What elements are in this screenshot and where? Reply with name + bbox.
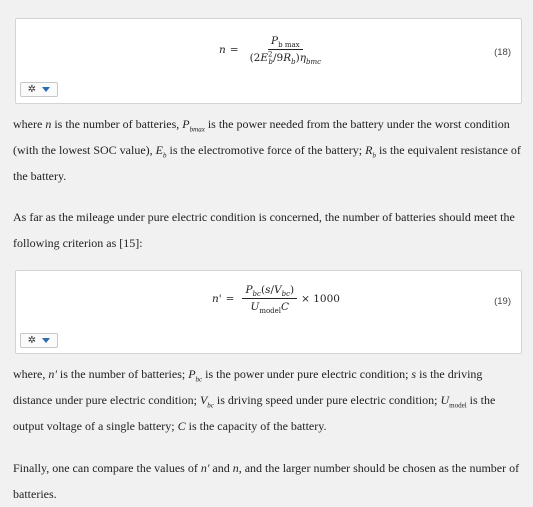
eq19-equals: = [225, 292, 235, 305]
p3-var-p: P [188, 367, 196, 381]
eq18-den-e: E [260, 52, 269, 64]
eq19-num-v-sub: bc [281, 290, 290, 299]
eq19-den-u-sub: model [259, 307, 282, 316]
eq18-den-post: ) [295, 52, 300, 64]
eq18-den-eta-sub: bmc [306, 58, 322, 67]
paragraph-2: As far as the mileage under pure electric condition is concerned, the number of batteries should meet the following criterion as [15]: [13, 210, 515, 250]
eq19-num-open: ( [260, 284, 266, 296]
p1-text-8: is the electromotive force of the battery; [166, 143, 366, 157]
equation-18-formula [219, 35, 328, 67]
p1-text-2: is the number of batteries, [51, 117, 183, 131]
p1-var-p: P [182, 117, 190, 131]
eq19-fraction [242, 284, 297, 316]
equation-number-19: (19) [494, 296, 511, 307]
eq19-num-v: V [274, 284, 282, 296]
eq18-num-sub: b max [278, 41, 300, 50]
p3-var-nprime: n' [48, 367, 57, 381]
eq19-den-u: U [250, 301, 260, 313]
eq18-den-r: R [283, 52, 292, 64]
equation-number-18: (18) [494, 47, 511, 58]
p3-text-13: is the output voltage of a single battery; [13, 393, 496, 433]
eq18-num-p: P [271, 35, 279, 47]
gear-icon: ✲ [27, 334, 37, 346]
eq18-den-e-sup: 2 [268, 50, 273, 59]
eq18-den-e-sub: b [268, 58, 273, 67]
gear-icon: ✲ [27, 83, 37, 95]
p1-var-n: n [45, 117, 52, 131]
p1-var-r-sub: b [372, 151, 376, 160]
eq18-numerator [268, 35, 303, 50]
eq18-fraction [247, 35, 324, 67]
paragraph-3 [13, 361, 523, 439]
p4-var-n: n [232, 461, 239, 475]
eq18-den-r-sub: b [291, 58, 296, 67]
eq19-denominator [247, 299, 292, 316]
p1-text-5: is the power needed from the battery under the worst condition (with the lowest SOC value), [13, 117, 510, 157]
p3-var-v: V [199, 393, 208, 407]
eq19-num-s: s [265, 284, 271, 296]
equation-menu-button[interactable] [20, 82, 58, 97]
caret-down-icon [42, 338, 50, 343]
eq18-denominator [247, 50, 324, 67]
p1-var-p-sub: bmax [189, 125, 205, 134]
p4-var-nprime: n' [200, 461, 210, 475]
eq19-num-slash: / [270, 284, 274, 296]
p3-var-u: U [440, 393, 450, 407]
p1-var-e: E [155, 143, 163, 157]
eq18-equals: = [229, 43, 239, 56]
p3-text-0: where, [13, 367, 49, 381]
equation-box-18 [15, 18, 522, 104]
p1-text-11: is the equivalent resistance of the battery. [13, 143, 521, 183]
p3-text-7: is the driving distance under pure electric condition; [13, 367, 483, 407]
paragraph-1 [13, 111, 523, 189]
eq19-num-close: ) [290, 284, 295, 296]
p3-text-10: is driving speed under pure electric condition; [213, 393, 441, 407]
p1-var-e-sub: b [163, 151, 167, 160]
p4-text-4: , and the larger number should be chosen as the number of batteries. [13, 461, 520, 501]
p3-text-15: is the capacity of the battery. [185, 419, 327, 433]
p4-text-2: and [209, 461, 233, 475]
eq19-lhs: n' [212, 292, 222, 305]
equation-menu-button[interactable] [20, 333, 58, 348]
eq19-den-c: C [281, 301, 290, 313]
p4-text-0: Finally, one can compare the values of [13, 461, 201, 475]
p3-var-p-sub: bc [195, 375, 203, 384]
p1-var-r: R [365, 143, 373, 157]
p3-text-5: is the power under pure electric condition; [202, 367, 412, 381]
equation-box-19 [15, 270, 522, 354]
eq18-lhs: n [219, 43, 226, 56]
p3-text-2: is the number of batteries; [56, 367, 189, 381]
paragraph-4 [13, 455, 523, 507]
p3-var-u-sub: model [449, 401, 467, 410]
eq19-numerator [242, 284, 297, 299]
p1-text-0: where [13, 117, 46, 131]
eq19-times: × 1000 [301, 292, 340, 305]
p3-var-c: C [177, 419, 186, 433]
eq18-den-mid: /9 [272, 52, 284, 64]
caret-down-icon [42, 87, 50, 92]
eq18-den-pre: (2 [249, 52, 261, 64]
p3-var-s: s [411, 367, 417, 381]
eq19-num-p: P [245, 284, 253, 296]
p3-var-v-sub: bc [207, 401, 214, 410]
eq19-num-p-sub: bc [252, 290, 261, 299]
equation-19-formula [212, 284, 340, 316]
eq18-den-eta: η [299, 52, 306, 64]
